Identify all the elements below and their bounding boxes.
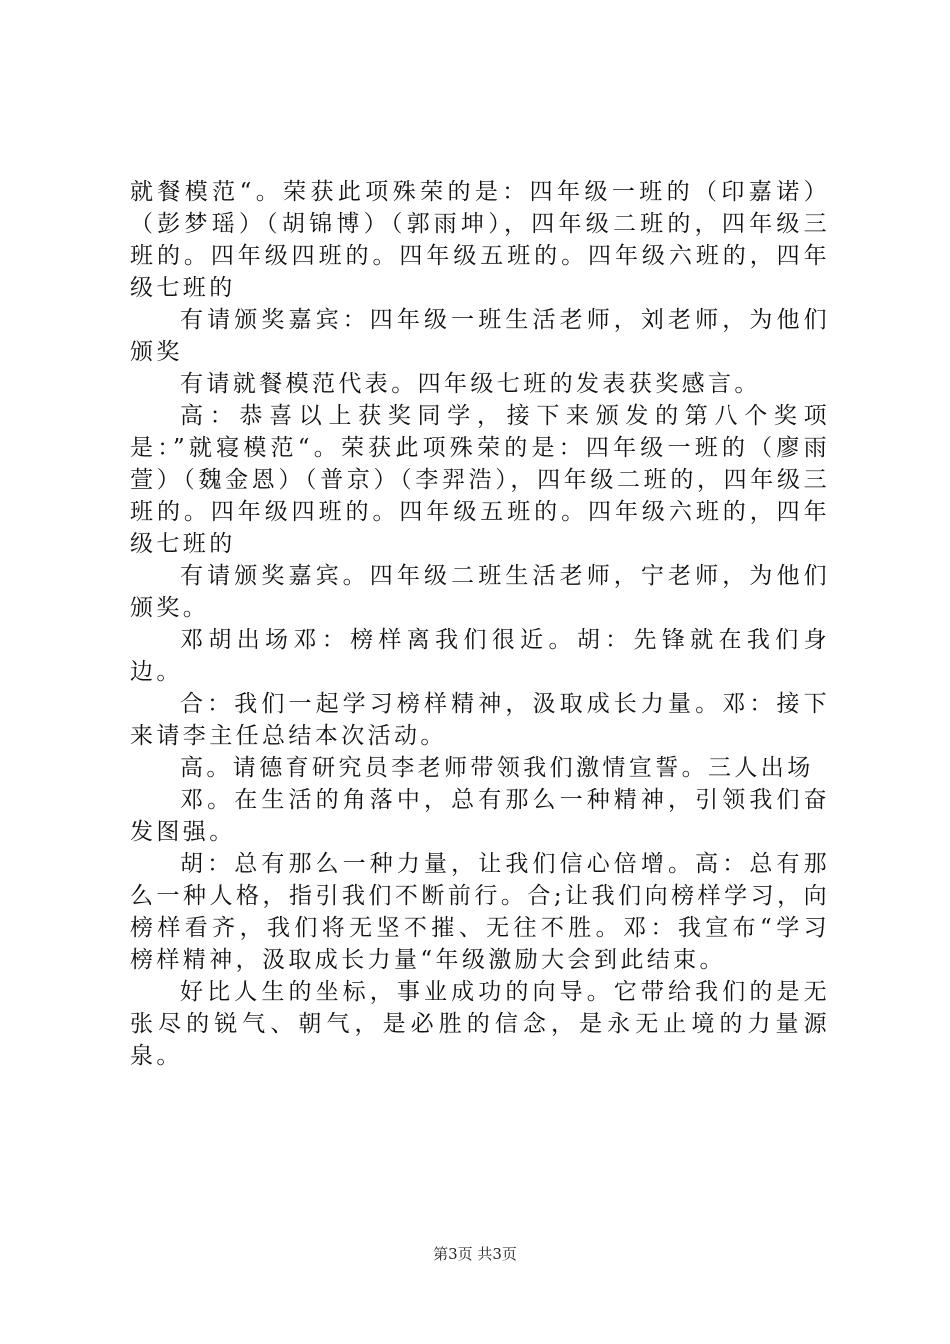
paragraph-continued: 就餐模范“。荣获此项殊荣的是：四年级一班的（印嘉诺）（彭梦瑶）（胡锦博）（郭雨坤），四年级二班的，四年级三班的。四年级四班的。四年级五班的。四年级六班的，四年级七班的 [130, 179, 830, 301]
paragraph: 合：我们一起学习榜样精神，汲取成长力量。邓：接下来请李主任总结本次活动。 [130, 691, 830, 749]
paragraph: 高：恭喜以上获奖同学，接下来颁发的第八个奖项是：”就寝模范“。荣获此项殊荣的是：四年级一班的（廖雨萱）（魏金恩）（普京）（李羿浩），四年级二班的，四年级三班的。四年级四班的。四年级五班的。四年级六班的，四年级七班的 [130, 403, 830, 557]
paragraph: 好比人生的坐标，事业成功的向导。它带给我们的是无张尽的锐气、朝气，是必胜的信念，是永无止境的力量源泉。 [130, 979, 830, 1069]
paragraph: 有请颁奖嘉宾：四年级一班生活老师，刘老师，为他们颁奖 [130, 307, 830, 365]
paragraph: 胡：总有那么一种力量，让我们信心倍增。高：总有那么一种人格，指引我们不断前行。合;让我们向榜样学习，向榜样看齐，我们将无坚不摧、无往不胜。邓：我宣布“学习榜样精神，汲取成长力量“年级激励大会到此结束。 [130, 851, 830, 973]
paragraph: 有请就餐模范代表。四年级七班的发表获奖感言。 [180, 371, 761, 397]
paragraph: 邓胡出场邓：榜样离我们很近。胡：先锋就在我们身边。 [130, 627, 830, 685]
document-body [130, 176, 830, 1072]
page-number-footer: 第3页 共3页 [433, 1245, 517, 1263]
paragraph: 有请颁奖嘉宾。四年级二班生活老师，宁老师，为他们颁奖。 [130, 563, 830, 621]
paragraph: 高。请德育研究员李老师带领我们激情宣誓。三人出场 [180, 755, 814, 781]
paragraph: 邓。在生活的角落中，总有那么一种精神，引领我们奋发图强。 [130, 787, 830, 845]
